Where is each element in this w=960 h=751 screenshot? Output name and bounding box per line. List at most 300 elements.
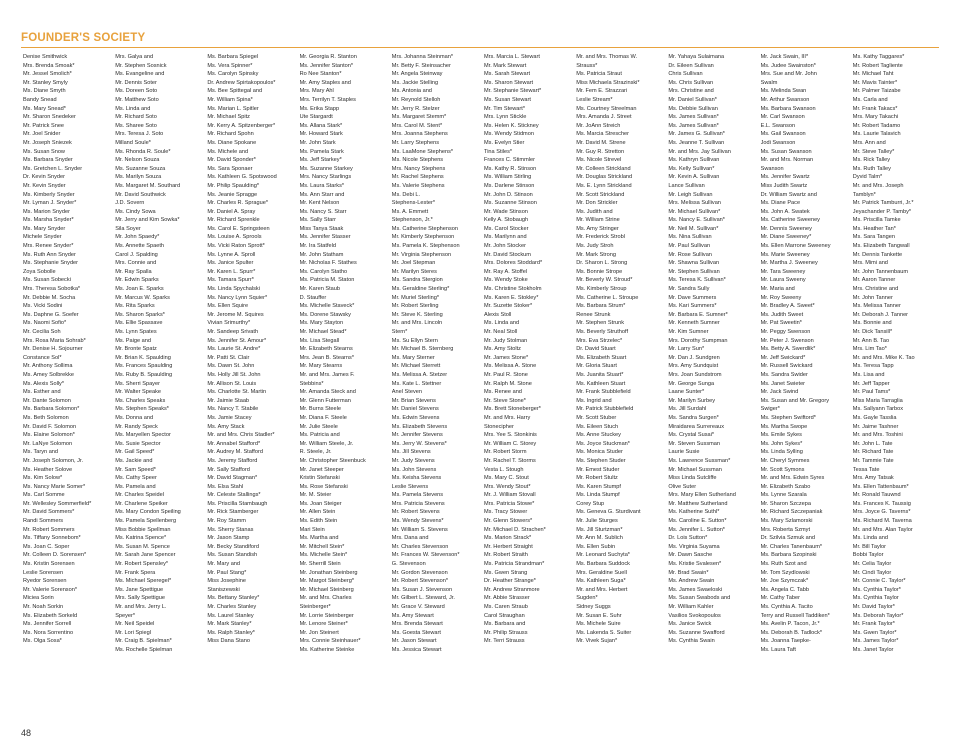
donor-name: Ms. Diane Smyth: [23, 88, 66, 95]
donor-name: Dr. Andrew Spirtakopoulos*: [207, 79, 276, 86]
donor-name: Ms. Judith and: [576, 208, 613, 215]
donor-name: Ms. Nancy S. Starr: [299, 208, 347, 215]
donor-name: Ms. Jamie Stacey: [207, 414, 252, 421]
donor-name: Ms. Eileen Stuch: [576, 423, 619, 430]
donor-name: Mr. Michael Steinberg: [299, 586, 354, 593]
donor-name: Ms. James Taylor*: [852, 638, 899, 645]
donor-name: Mr. and Mrs. Mike K. Tao: [852, 354, 915, 361]
donor-name: Mr. Barbara E. Sumner*: [668, 311, 728, 318]
donor-name: Mr. Virginia Stephenson: [391, 251, 452, 258]
donor-name: Mr. Fem E. Strazzari: [576, 88, 628, 95]
donor-name: Ms. Kristin Sorensen: [23, 561, 75, 568]
donor-name: Mr. Angela Steinway: [391, 71, 443, 78]
donor-name: Mr. James G. Sullivan*: [668, 131, 725, 138]
donor-name: Mr. Amy Staples and: [299, 79, 351, 86]
donor-name: Mrs. Joyce G. Taverns*: [852, 509, 911, 516]
donor-name: Mr. Grace V. Steward: [391, 604, 445, 610]
donor-name: Mr. William C. Storey: [483, 440, 537, 447]
donor-name: Ms. Amy Stack: [207, 423, 245, 430]
donor-name: Ms. Pamela Stevens: [391, 492, 444, 499]
donor-name: Ms. Marian L. Spitler: [207, 105, 259, 112]
donor-name: Ms. Wendy Stidmon: [483, 131, 534, 138]
donor-name: Ms. Karen E. Stokley*: [483, 294, 539, 301]
donor-name: Ms. Kristie Svalesen*: [668, 561, 722, 568]
donor-name: Ms. Linda and: [852, 535, 888, 542]
donor-name: Ms. Vicki Raton Sprott*: [207, 243, 265, 250]
donor-name: Dr. David Stuart: [576, 346, 616, 353]
donor-name: Ms. Andrew Swain: [668, 578, 715, 585]
donor-name: Ms. Priscilla Tamke: [852, 217, 901, 224]
donor-name: Mr. Richard Spohn: [207, 131, 254, 138]
donor-name: Ms. Esther and: [23, 389, 61, 396]
donor-name: Ms. Elsa Stahl: [207, 483, 244, 490]
donor-name: Ms. Erika Stapp: [299, 105, 340, 112]
donor-name: Ms. Virginia Suyama: [668, 543, 720, 550]
donor-name: Mr. Kerry A. Spitzenberger*: [207, 122, 276, 129]
donor-name: Ms. Evelyn Stier: [483, 139, 525, 146]
donor-name: Mr. Georgia R. Stanton: [299, 54, 357, 60]
donor-name: Mr. Beverly W. Stroud*: [576, 277, 633, 284]
donor-name: Ms. Ingrid and: [576, 397, 612, 404]
donor-name: Mr. and Mrs. Jerry L.: [115, 604, 167, 610]
donor-name: Mr. Mitchell Stein*: [299, 543, 345, 550]
donor-name: Ms. Mary Sterner: [391, 354, 435, 361]
donor-name: Mr. Connie C. Taylor*: [852, 578, 906, 585]
donor-name: Mr. Russell Swickard: [760, 363, 813, 370]
donor-name: Mr. and Mrs. Harry: [483, 414, 531, 421]
donor-name: Ms. Suzanne Swafford: [668, 629, 725, 636]
donor-name: Ms. Priscilla Stambaugh: [207, 500, 268, 507]
donor-name: Ms. Deborah Taylor*: [852, 612, 904, 619]
donor-name: Mrs. Marcia L. Stewart: [483, 54, 540, 60]
donor-name: Mrs. Roberta Szmyt: [760, 526, 811, 533]
donor-name: Mr. Jason Stewart: [391, 638, 437, 645]
donor-name: Mr. Cecilia Soh: [23, 329, 61, 335]
donor-name: Mr. Mark Stanley*: [207, 621, 252, 628]
donor-name: Ms. Jerry W. Stevens*: [391, 440, 447, 447]
donor-name: Ms. Suzanne Stinson: [483, 200, 537, 207]
donor-name: Mr. Sally Stafford: [207, 466, 250, 473]
donor-name: Frances C. Stimmler: [483, 157, 535, 164]
donor-name: Ms. Amy Stoltz: [483, 346, 521, 353]
donor-name: Mr. Janet Steeper: [299, 466, 344, 473]
donor-name: Laane Sunter*: [668, 389, 705, 396]
donor-name: Mr. Tim Stewart*: [483, 105, 526, 112]
donor-name: Carol Straughan: [483, 612, 525, 619]
donor-name: Ms. Marilynn and: [483, 234, 527, 241]
donor-name: Ms. Carl Somme: [23, 492, 65, 499]
donor-name: Mr. Robert Spensley*: [115, 561, 169, 568]
donor-name: Kristin Stefanski: [299, 475, 340, 482]
donor-name: Ms. Vera Spinner*: [207, 62, 253, 69]
donor-name: Mr. Cindi Taylor: [852, 569, 892, 576]
donor-name: Ms. Catherine L. Stroupe: [576, 294, 639, 301]
donor-name: Ms. Sharon Sparks*: [115, 311, 165, 318]
donor-name: Ms. Chris Sullivan: [668, 79, 714, 86]
donor-name: Mr. Howard Stark: [299, 131, 343, 138]
donor-name: Steinberger*: [299, 604, 331, 610]
donor-name: Ms. Barbara Suddock: [576, 561, 630, 568]
donor-name: Ms. Ellen Marrone Sweeney: [760, 243, 831, 250]
donor-name: Mr. Robert Tagliente: [852, 62, 903, 69]
donor-name: Ms. Tiffany Sonnebom*: [23, 535, 81, 542]
donor-name: Ms. Cindy Sowa: [115, 208, 156, 215]
donor-name: Dr. Lois Sutton*: [668, 535, 708, 542]
donor-name: Mr. Mark Strong: [576, 251, 616, 258]
donor-name: Vivian Srimurthy*: [207, 320, 251, 327]
donor-name: Ms. Mary Snyder: [23, 225, 66, 232]
donor-name: Ms. Crystal Susai*: [668, 432, 715, 439]
donor-name: Ms. Susan Snow: [23, 148, 65, 155]
donor-name: Miraidarea Surrereaux: [668, 423, 725, 430]
donor-name: Mrs. Teresa J. Soto: [115, 131, 164, 138]
donor-name: Mr. Peter J. Swenson: [760, 337, 814, 344]
donor-name: Mrs. Sue and Mr. John: [760, 71, 817, 78]
name-column: [484, 53, 574, 743]
donor-name: Stern*: [391, 329, 408, 335]
donor-name: Ms. Edith Stein: [299, 518, 338, 525]
donor-name: Ms. Caren Straub: [483, 604, 528, 610]
donor-name: Constance Sol*: [23, 354, 62, 361]
donor-name: Ms. Alexis Solly*: [23, 380, 65, 387]
donor-name: Ms. Paige and: [115, 337, 151, 344]
donor-name: Ms. Jane Spettigue: [115, 586, 164, 593]
donor-name: Ms. Kathleen G. Spotswood: [207, 174, 277, 181]
donor-name: Ms. Cynthia Taylor*: [852, 586, 901, 593]
donor-name: Ms. Cynthia Taylor: [852, 595, 899, 602]
donor-name: Ms. Pamela Spellenberg: [115, 518, 177, 525]
donor-name: Ms. Gwen Strang: [483, 569, 528, 576]
donor-name: Mrs. Yee S. Stonkinis: [483, 432, 537, 439]
donor-name: Ms. Sandra Surgen*: [668, 414, 719, 421]
donor-name: Tamblyn*: [852, 191, 876, 198]
donor-name: Ms. Jessica Stewart: [391, 646, 442, 653]
donor-name: Mrs. Amanda J. Street: [576, 114, 632, 121]
donor-name: Ms. Cynthia A. Tacito: [760, 604, 813, 610]
donor-name: Leslie Stevens: [391, 483, 429, 490]
donor-name: Mrs. Amy Sundquist: [668, 363, 719, 370]
donor-name: Ms. Jill Stevens: [391, 449, 431, 456]
donor-name: Ro Nee Stanton*: [299, 71, 342, 78]
donor-name: Mr. Amanda Steck and: [299, 389, 356, 396]
donor-name: Mr. Yahaya Sulaimana: [668, 54, 725, 60]
donor-name: Mr. William S. Stevens: [391, 526, 448, 533]
donor-name: Mr. Pat Sweetin*: [760, 320, 802, 327]
donor-name: Mr. Robert Storm: [483, 449, 527, 456]
donor-name: Ms. Barbara Spiegel: [207, 54, 259, 60]
donor-name: Ms. Janice Spulter: [207, 260, 254, 267]
donor-name: Ms. A. Emmett: [391, 208, 429, 215]
donor-name: Mrs. Jean B. Stearns*: [299, 354, 354, 361]
donor-name: Ms. Nancy Lynn Squier*: [207, 294, 268, 301]
donor-name: Ms. Avelin P. Tacon, Jr.*: [760, 621, 820, 628]
donor-name: Ms. Susan Standish: [207, 552, 258, 559]
donor-name: J.D. Sovern: [115, 200, 145, 207]
donor-name: Mr. Michael D. Strachen*: [483, 526, 546, 533]
donor-name: Ms. Charlotte St. Martin: [207, 389, 267, 396]
donor-name: Mrs. Connie Steinhauer*: [299, 638, 361, 645]
name-column: [300, 53, 390, 743]
donor-name: Mr. Kevin A. Sullivan: [668, 174, 720, 181]
donor-name: Mr. Joe Szymczak*: [760, 578, 809, 585]
donor-name: Mrs. Galya and: [115, 54, 154, 60]
donor-name: Mr. Robert Sommers: [23, 526, 75, 533]
donor-name: Miciea Sorin: [23, 595, 54, 602]
donor-name: Mr. Cathy Taber: [760, 595, 800, 602]
donor-name: Mr. Stanley Smyly: [23, 79, 68, 86]
donor-name: Ms. Catherine Stephenson: [391, 225, 459, 232]
donor-name: Ms. Rick Talley: [852, 157, 890, 164]
donor-name: Ms. Linda Sylling: [760, 449, 803, 456]
donor-name: Mr. Joseph Sniezek: [23, 139, 72, 146]
donor-name: Ms. Ellen Tattenbaum*: [852, 483, 909, 490]
donor-name: Mr. Suzette Stoker*: [483, 303, 533, 310]
donor-name: Mr. Daniel A. Spray: [207, 208, 256, 215]
donor-name: Renee Strunk: [576, 311, 611, 318]
donor-name: Ms. John Stevens: [391, 466, 437, 473]
donor-name: Mr. Mary Stearns: [299, 363, 343, 370]
donor-name: Ms. Sandra Swider: [760, 371, 808, 378]
donor-name: Ms. Janice Swick: [668, 621, 712, 628]
donor-name: Ms. Taryn and: [23, 449, 59, 456]
donor-name: Ms. Michelle Stein*: [299, 552, 348, 559]
donor-name: Mr. Margot Steinberg*: [299, 578, 355, 585]
donor-name: Mr. LaNye Solomon: [23, 440, 73, 447]
donor-name: Mrs. Mary Ellen Sutherland: [668, 492, 736, 499]
donor-name: Ms. Evangeline and: [115, 71, 165, 78]
donor-name: Mr. Dawn Sasche: [668, 552, 713, 559]
donor-name: Mr. Andrew Stranmore: [483, 586, 540, 593]
donor-name: Ms. Darlene Stinson: [483, 182, 535, 189]
donor-name: Mr. Ronald Tauwnd: [852, 492, 901, 499]
donor-name: Miss Tanya Staak: [299, 225, 344, 232]
donor-name: Ms. Melissa Tanner: [852, 303, 901, 310]
donor-name: Mr. Sandra Sully: [668, 286, 710, 293]
donor-name: Swanson: [760, 165, 784, 172]
donor-name: Ms. Carolyn Statho: [299, 268, 348, 275]
donor-name: Alexis Stoll: [483, 311, 512, 318]
donor-name: Mr. Ray A. Stoffel: [483, 268, 528, 275]
donor-name: Mr. Debbie M. Socha: [23, 294, 76, 301]
donor-name: Ms. Lisa Stegall: [299, 337, 340, 344]
donor-name: Mr. Patrick Tamburri, Jr.*: [852, 200, 914, 207]
donor-name: Ms. Jeff Starkey*: [299, 157, 342, 164]
donor-name: Mr. Neil M. Sullivan*: [668, 225, 719, 232]
donor-name: Jeyachander P. Tamby*: [852, 208, 912, 215]
donor-name: Mr. Gordon Stevenson: [391, 569, 448, 576]
donor-name: Miss Michaela Strazinski*: [576, 79, 640, 86]
donor-name: Mr. Sherrill Stein: [299, 561, 341, 568]
donor-name: Mr. Tom Szydlowski: [760, 569, 810, 576]
donor-name: Mr. Diane Sweeney*: [760, 234, 812, 241]
donor-name: Ms. Lynn Spates: [115, 329, 157, 335]
donor-name: Mr. Wellesley Sommerfield*: [23, 500, 92, 507]
name-column: [115, 53, 205, 743]
donor-name: Ms. Marcia Strescher: [576, 131, 630, 138]
donor-name: Mr. Tammie Tate: [852, 457, 894, 464]
donor-name: Ms. Elizabeth Sorkeld: [23, 612, 78, 619]
donor-name: Mr. Burns Steele: [299, 406, 341, 413]
donor-name: Ms. Pamela Stark: [299, 148, 344, 155]
donor-name: Ms. Suzanne Souza: [115, 165, 166, 172]
donor-name: Miss Dana Stano: [207, 638, 250, 645]
donor-name: Mr. Frank Spera: [115, 569, 156, 576]
donor-name: Mr. and Mrs. Joseph: [852, 182, 904, 189]
donor-name: Ms. Beverly Struthoff: [576, 329, 629, 335]
donor-name: Mr. Mark Stewart: [483, 62, 527, 69]
donor-name: Mr. M. Steier: [299, 492, 332, 499]
donor-name: Ms. Linda Stumpf: [576, 492, 620, 499]
donor-name: Ms. Catherine Sweeney: [760, 217, 820, 224]
donor-name: Ms. Holly Jill St. John: [207, 371, 261, 378]
donor-name: Dr. Heather Strange*: [483, 578, 536, 585]
donor-name: Mrs. Mary Takachi: [852, 114, 899, 121]
donor-name: Mr. William Spina*: [207, 96, 253, 103]
donor-name: Ms. Bettany Stanley*: [207, 595, 260, 602]
donor-name: Mr. Kenneth Sumner: [668, 320, 720, 327]
donor-name: Mr. Charles Stanley: [207, 604, 257, 610]
donor-name: Ms. Ruth Talley: [852, 165, 891, 172]
name-column: [392, 53, 482, 743]
name-column: [576, 53, 666, 743]
donor-name: Mr. and Mrs. Charles: [299, 595, 352, 602]
donor-name: Ms. Linda and: [115, 105, 151, 112]
donor-name: Mr. Michael B. Sternberg: [391, 346, 454, 353]
donor-name: Mrs. Nancy Stephens: [391, 165, 446, 172]
donor-name: Miss Josephine: [207, 578, 246, 585]
donor-name: Mr. Ray Spalla: [115, 268, 152, 275]
donor-name: Mr. Lyman J. Snyder*: [23, 200, 77, 207]
donor-name: Bobbi Taylor: [852, 552, 884, 559]
donor-name: Ms. Deborah B. Tadlock*: [760, 629, 823, 636]
donor-name: Mr. Dick Tansill*: [852, 329, 893, 335]
donor-name: Ms. LaaMone Stephens*: [391, 148, 454, 155]
donor-name: Ms. Carol Stocker: [483, 225, 529, 232]
donor-name: Ms. Angela C. Tabb: [760, 586, 809, 593]
donor-name: Ms. Jennifer Stasser: [299, 234, 351, 241]
donor-name: Mrs. Dolores Stoddard*: [483, 260, 543, 267]
donor-name: Mr. Susan E. Suhr: [576, 612, 622, 619]
donor-name: Sugden*: [576, 595, 598, 602]
donor-name: Mr. Lori Spiegl: [115, 629, 151, 636]
donor-name: Ms. Rita Sparks: [115, 303, 155, 310]
donor-name: Ms. Martha Swope: [760, 423, 808, 430]
donor-name: Ms. Nicole Stephens: [391, 157, 444, 164]
donor-name: Mrs. Christine and: [668, 88, 714, 95]
donor-name: Mr. Kim Sumner: [668, 329, 709, 335]
donor-name: Mr. John D. Stinson: [483, 191, 533, 198]
donor-name: Chris Sullivan: [668, 71, 703, 78]
donor-name: Ms. Kathryn Sullivan: [668, 157, 720, 164]
donor-name: Mr. Paul Tams*: [852, 389, 891, 396]
donor-name: Ms. E. Lynn Strickland: [576, 182, 632, 189]
donor-name: Ms. Charles Speaks: [115, 397, 166, 404]
donor-name: Ms. Margaret M. Southard: [115, 182, 181, 189]
donor-name: Ms. Susie Spector: [115, 440, 161, 447]
donor-name: Ms. Sharon Stewart: [483, 79, 534, 86]
donor-name: Ms. Teresa Tapp: [852, 363, 894, 370]
donor-name: Ms. Naomi Sofio*: [23, 320, 67, 327]
donor-name: Mr. Dante Solomon: [23, 397, 71, 404]
donor-name: Ms. Jeanie Spragge: [207, 191, 258, 198]
donor-name: Mr. Gail Speed*: [115, 449, 155, 456]
donor-name: Ms. Joanna Taepke-: [760, 638, 811, 645]
donor-name: Sila Soyer: [115, 225, 141, 232]
donor-name: Mr. Ann M. Sublich: [576, 535, 623, 542]
donor-name: Mrs. Renee Snyder*: [23, 243, 74, 250]
donor-name: Mr. George Sunga: [668, 380, 715, 387]
donor-name: Mr. Noah Sorkin: [23, 604, 64, 610]
donor-name: Mr. Stephanie Stewart*: [483, 88, 542, 95]
donor-name: Mr. Bronte Spatz: [115, 346, 157, 353]
donor-name: Ms. Helen K. Stickney: [483, 122, 539, 129]
donor-name: Mr. Robert Stevens: [391, 509, 440, 516]
donor-name: Mr. Brad Swain*: [668, 569, 709, 576]
donor-name: Mr. Judy Stevens: [391, 457, 435, 464]
donor-name: Mr. Jack Swind: [760, 389, 799, 396]
donor-name: Ms. Laura Taft: [760, 646, 796, 653]
donor-name: Mrs. Ann and: [852, 139, 886, 146]
donor-name: Mrs. Wendy Stout*: [483, 483, 531, 490]
donor-name: Mr. Michael Sussman: [668, 466, 722, 473]
donor-name: Mr. Palmer Taizabe: [852, 88, 901, 95]
donor-name: Ms. Lisa and: [852, 371, 885, 378]
donor-name: Ms. Ellen Subin: [576, 543, 616, 550]
donor-name: Ms. Ruth Szot and: [760, 561, 807, 568]
donor-name: Swalm: [760, 79, 778, 86]
donor-name: Mr. Joel Stepman: [391, 260, 436, 267]
donor-name: Mr. Jonathan Steinberg: [299, 569, 358, 576]
donor-name: Mr. and Mrs. Lincoln: [391, 320, 443, 327]
donor-name: Mr. Walter Speake: [115, 389, 161, 396]
donor-name: Mr. JoAnn Streich: [576, 122, 621, 129]
donor-name: Tessa Tate: [852, 466, 880, 473]
donor-name: Ms. Marsha Snyder*: [23, 217, 74, 224]
donor-name: Ms. Joan C. Soper: [23, 543, 70, 550]
donor-name: Mr. Kent Nelson: [299, 200, 340, 207]
donor-name: Ms. Barbara Solomon*: [23, 406, 80, 413]
donor-name: G. Stevenson: [391, 561, 426, 568]
donor-name: Mr. Mary and: [207, 561, 241, 568]
donor-name: Mr. Steve K. Sterling: [391, 311, 443, 318]
donor-name: Mr. Paul R. Stone: [483, 371, 528, 378]
donor-name: Stephens-Lester*: [391, 200, 436, 207]
donor-name: Ms. Melinda Swan: [760, 88, 807, 95]
donor-name: Ms. Kim Solow*: [23, 475, 63, 482]
donor-name: Mr. and Mrs. James F.: [299, 371, 355, 378]
donor-name: Ms. Kathleen Suga*: [576, 578, 626, 585]
donor-name: Ms. Lakenda S. Suiter: [576, 629, 632, 636]
donor-name: Ms. Margaret Stemm*: [391, 114, 447, 121]
donor-name: Michele Snyder: [23, 234, 62, 241]
donor-name: Mr. Randy Speck: [115, 423, 158, 430]
donor-name: Mr. Betty F. Steinsacher: [391, 62, 451, 69]
donor-name: Mr. Christopher Steenbuck: [299, 457, 366, 464]
donor-name: Dr. William Swartz and: [760, 191, 817, 198]
donor-name: Mrs. Geraldine Suell: [576, 569, 627, 576]
donor-name: Mr. Robert Tadamo: [852, 122, 901, 129]
donor-name: Ms. Jill Surdahl: [668, 406, 707, 413]
donor-name: Ms. Barbara Swanson: [760, 105, 816, 112]
donor-name: Ms. Melissa A. Stetzer: [391, 371, 448, 378]
donor-name: Mr. Frances W. Stevenson*: [391, 552, 460, 559]
donor-name: Ms. Geneva G. Sturdivant: [576, 509, 641, 516]
donor-name: Mr. Robert Straith: [483, 552, 528, 559]
donor-name: Mr. Lenore Steiner*: [299, 621, 348, 628]
donor-name: Ms. Nancy Marie Somer*: [23, 483, 86, 490]
donor-name: Ms. Kelly Sullivan*: [668, 165, 715, 172]
donor-name: Ms. Patricia M. Staton: [299, 277, 355, 284]
